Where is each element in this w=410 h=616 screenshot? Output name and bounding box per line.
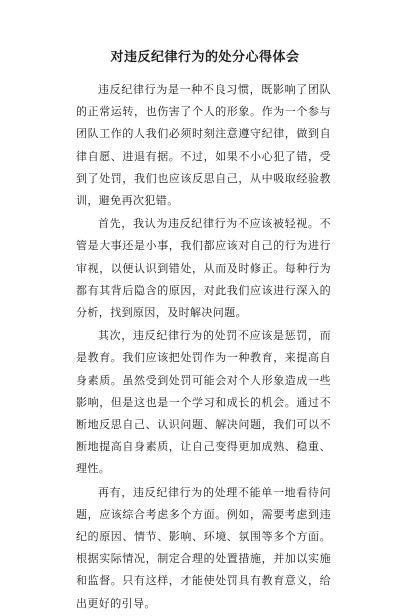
paragraph-1: 违反纪律行为是一种不良习惯，既影响了团队的正常运转，也伤害了个人的形象。作为一个参与团队工作的人我们必须时刻注意遵守纪律，做到自律自愿、进退有据。不过，如果不小心犯了错，受到了处罚，我们也应该反思自己，从中吸取经验教训，避免再次犯错。 bbox=[76, 83, 331, 208]
document-body bbox=[76, 79, 331, 616]
paragraph-4: 再有，违反纪律行为的处理不能单一地看待问题，应该综合考虑多个方面。例如，需要考虑到违纪的原因、情节、影响、环境、氛围等多个方面。根据实际情况，制定合理的处置措施，并加以实施和监督。只有这样，才能使处罚具有教育意义，给出更好的引导。 bbox=[76, 485, 331, 610]
paragraph-2: 首先，我认为违反纪律行为不应该被轻视。不管是大事还是小事，我们都应该对自己的行为进行审视，以便认识到错处，从而及时修正。每种行为都有其背后隐含的原因，对此我们应该进行深入的分析，找到原因，及时解决问题。 bbox=[76, 217, 331, 320]
paragraph-3: 其次，违反纪律行为的处罚不应该是惩罚，而是教育。我们应该把处罚作为一种教育，来提高自身素质。虽然受到处罚可能会对个人形象造成一些影响，但是这也是一个学习和成长的机会。通过不断地反思自己、认识问题、解决问题，我们可以不断地提高自身素质，让自己变得更加成熟、稳重、理性。 bbox=[76, 329, 331, 476]
document-title: 对违反纪律行为的处分心得体会 bbox=[110, 50, 300, 65]
